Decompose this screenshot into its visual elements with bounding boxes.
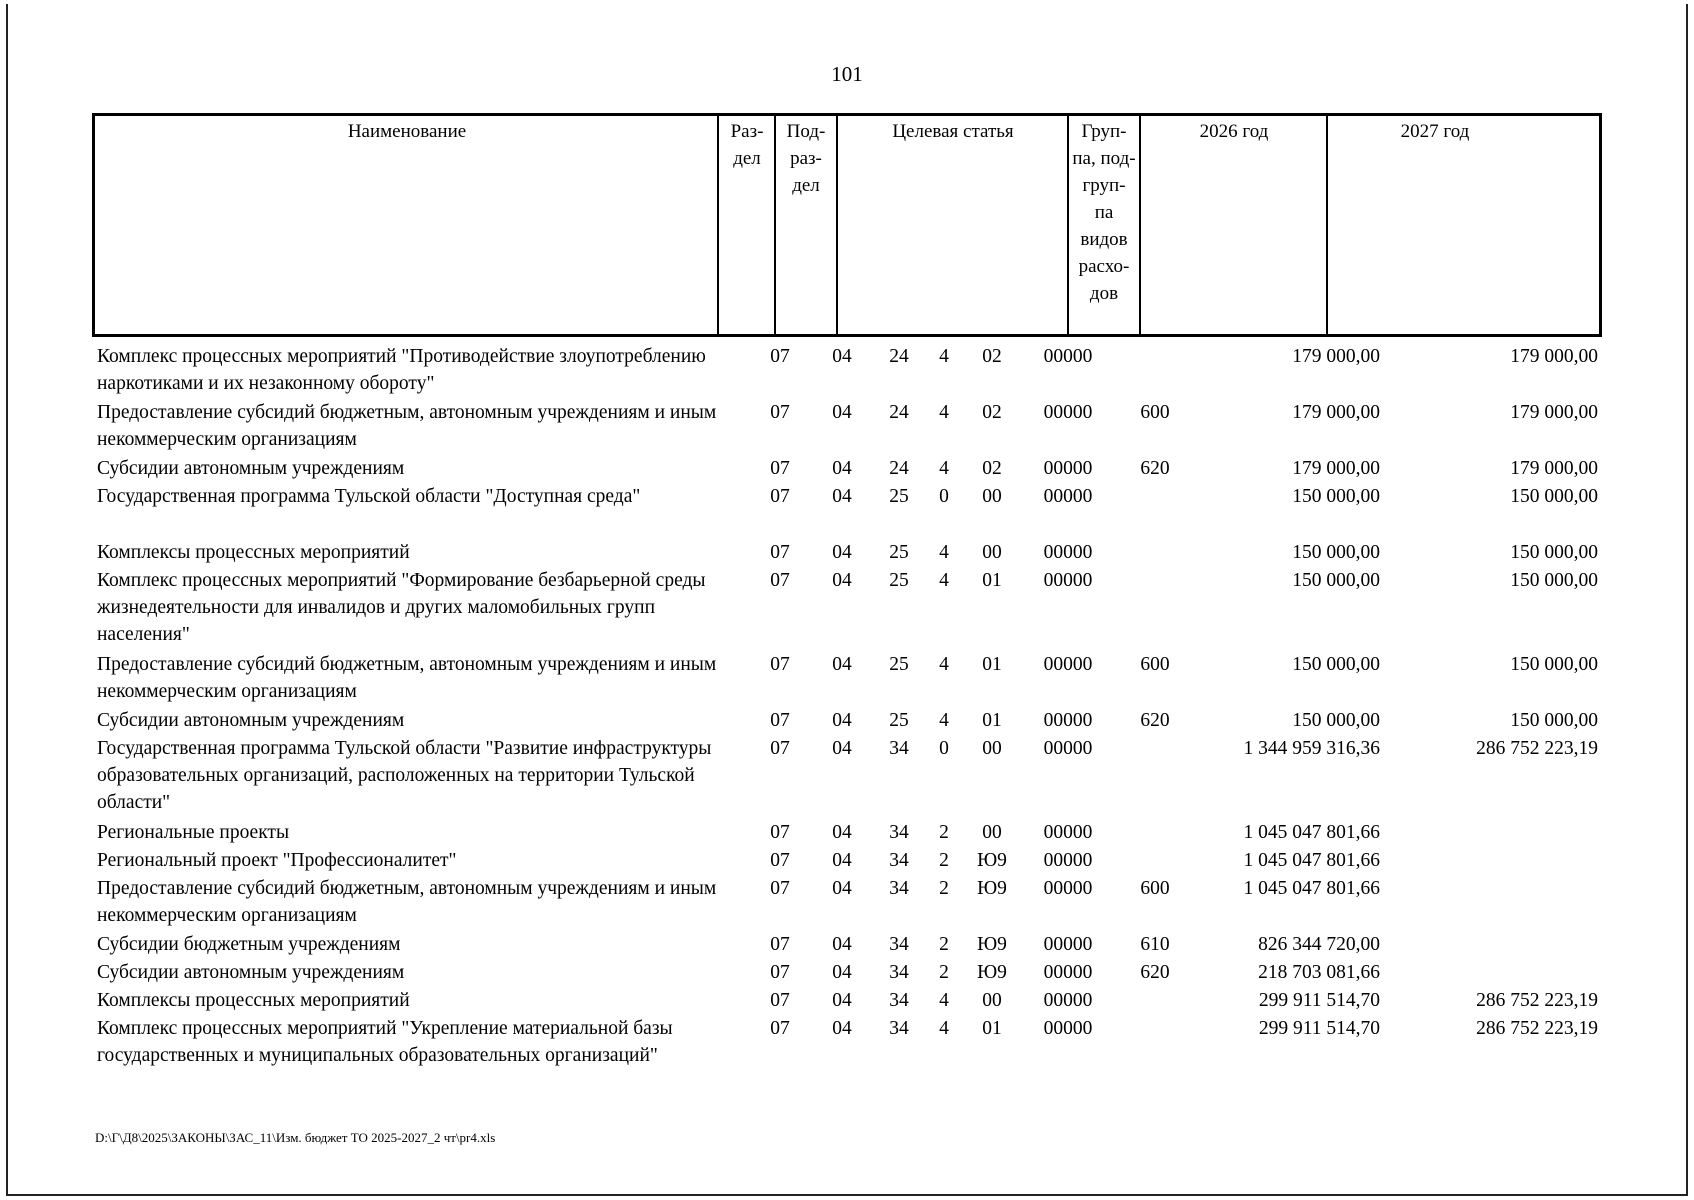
cell-t3: 00 bbox=[982, 738, 1002, 759]
cell-y2026: 179 000,00 bbox=[1292, 458, 1380, 479]
table-header bbox=[92, 113, 1602, 337]
cell-t1: 25 bbox=[889, 486, 909, 507]
cell-t3: 01 bbox=[982, 570, 1002, 591]
cell-y2026: 299 911 514,70 bbox=[1258, 1018, 1380, 1039]
cell-name: Государственная программа Тульской области "Развитие инфраструктуры образовательных организаций, расположенных на территории Тульской области" bbox=[97, 738, 712, 813]
cell-t2: 4 bbox=[939, 346, 949, 367]
cell-g: 600 bbox=[1140, 402, 1170, 423]
cell-t4: 00000 bbox=[1043, 962, 1093, 983]
cell-r: 07 bbox=[770, 402, 790, 423]
cell-t1: 34 bbox=[889, 738, 909, 759]
cell-r: 07 bbox=[770, 458, 790, 479]
cell-t4: 00000 bbox=[1043, 738, 1093, 759]
cell-r: 07 bbox=[770, 878, 790, 899]
cell-g: 600 bbox=[1140, 878, 1170, 899]
cell-p: 04 bbox=[832, 654, 852, 675]
cell-t4: 00000 bbox=[1043, 542, 1093, 563]
cell-y2027: 179 000,00 bbox=[1510, 346, 1598, 367]
cell-name: Комплекс процессных мероприятий "Формирование безбарьерной среды жизнедеятельности для инвалидов и других маломобильных групп населения" bbox=[97, 570, 706, 645]
cell-t3: 02 bbox=[982, 402, 1002, 423]
cell-y2026: 179 000,00 bbox=[1292, 402, 1380, 423]
cell-name: Субсидии бюджетным учреждениям bbox=[97, 934, 401, 955]
cell-y2026: 150 000,00 bbox=[1292, 542, 1380, 563]
cell-t1: 25 bbox=[889, 710, 909, 731]
cell-y2027: 286 752 223,19 bbox=[1476, 990, 1598, 1011]
cell-p: 04 bbox=[832, 402, 852, 423]
cell-y2026: 179 000,00 bbox=[1292, 346, 1380, 367]
cell-y2026: 150 000,00 bbox=[1292, 654, 1380, 675]
cell-r: 07 bbox=[770, 822, 790, 843]
cell-t2: 4 bbox=[939, 710, 949, 731]
cell-t2: 4 bbox=[939, 542, 949, 563]
cell-t1: 24 bbox=[889, 346, 909, 367]
cell-y2027: 286 752 223,19 bbox=[1476, 738, 1598, 759]
cell-t3: 01 bbox=[982, 710, 1002, 731]
cell-r: 07 bbox=[770, 934, 790, 955]
header-2026: 2026 год bbox=[1199, 121, 1269, 142]
cell-t1: 25 bbox=[889, 570, 909, 591]
cell-g: 620 bbox=[1140, 710, 1170, 731]
header-name: Наименование bbox=[347, 121, 467, 142]
cell-p: 04 bbox=[832, 850, 852, 871]
cell-t2: 4 bbox=[939, 402, 949, 423]
cell-t3: 00 bbox=[982, 486, 1002, 507]
cell-t2: 4 bbox=[939, 1018, 949, 1039]
cell-y2026: 1 045 047 801,66 bbox=[1243, 822, 1380, 843]
cell-r: 07 bbox=[770, 542, 790, 563]
cell-p: 04 bbox=[832, 710, 852, 731]
cell-p: 04 bbox=[832, 878, 852, 899]
cell-r: 07 bbox=[770, 1018, 790, 1039]
cell-name: Предоставление субсидий бюджетным, автономным учреждениям и иным некоммерческим организациям bbox=[97, 402, 717, 450]
cell-r: 07 bbox=[770, 738, 790, 759]
cell-r: 07 bbox=[770, 962, 790, 983]
cell-name: Региональный проект "Профессионалитет" bbox=[97, 850, 457, 871]
cell-t1: 34 bbox=[889, 1018, 909, 1039]
header-group: Груп- па, под- груп- па видов расхо- дов bbox=[1072, 121, 1136, 304]
header-target: Целевая статья bbox=[892, 121, 1014, 142]
cell-t3: 00 bbox=[982, 990, 1002, 1011]
cell-t3: 01 bbox=[982, 1018, 1002, 1039]
cell-p: 04 bbox=[832, 346, 852, 367]
cell-name: Субсидии автономным учреждениям bbox=[97, 710, 405, 731]
cell-t4: 00000 bbox=[1043, 934, 1093, 955]
cell-t4: 00000 bbox=[1043, 850, 1093, 871]
cell-r: 07 bbox=[770, 570, 790, 591]
cell-t1: 34 bbox=[889, 990, 909, 1011]
cell-y2027: 150 000,00 bbox=[1510, 710, 1598, 731]
cell-t4: 00000 bbox=[1043, 822, 1093, 843]
cell-t4: 00000 bbox=[1043, 570, 1093, 591]
cell-t2: 0 bbox=[939, 486, 949, 507]
header-razdel: Раз- дел bbox=[730, 121, 764, 169]
cell-y2027: 179 000,00 bbox=[1510, 458, 1598, 479]
cell-t4: 00000 bbox=[1043, 990, 1093, 1011]
cell-name: Комплексы процессных мероприятий bbox=[97, 542, 410, 563]
cell-t1: 34 bbox=[889, 878, 909, 899]
cell-r: 07 bbox=[770, 990, 790, 1011]
cell-y2027: 150 000,00 bbox=[1510, 570, 1598, 591]
cell-t3: Ю9 bbox=[977, 934, 1007, 955]
cell-t3: Ю9 bbox=[977, 850, 1007, 871]
cell-g: 620 bbox=[1140, 962, 1170, 983]
cell-t1: 25 bbox=[889, 654, 909, 675]
header-2027: 2027 год bbox=[1400, 121, 1470, 142]
cell-r: 07 bbox=[770, 486, 790, 507]
cell-g: 620 bbox=[1140, 458, 1170, 479]
cell-y2026: 1 045 047 801,66 bbox=[1243, 878, 1380, 899]
cell-t4: 00000 bbox=[1043, 458, 1093, 479]
cell-t3: 00 bbox=[982, 542, 1002, 563]
cell-y2026: 218 703 081,66 bbox=[1258, 962, 1380, 983]
header-podrazdel: Под- раз- дел bbox=[786, 121, 826, 196]
cell-r: 07 bbox=[770, 710, 790, 731]
cell-p: 04 bbox=[832, 990, 852, 1011]
cell-t2: 4 bbox=[939, 990, 949, 1011]
cell-t1: 34 bbox=[889, 962, 909, 983]
cell-g: 610 bbox=[1140, 934, 1170, 955]
cell-y2026: 150 000,00 bbox=[1292, 710, 1380, 731]
cell-t1: 34 bbox=[889, 934, 909, 955]
cell-y2026: 150 000,00 bbox=[1292, 486, 1380, 507]
cell-t3: 01 bbox=[982, 654, 1002, 675]
cell-y2026: 1 045 047 801,66 bbox=[1243, 850, 1380, 871]
cell-r: 07 bbox=[770, 654, 790, 675]
cell-name: Предоставление субсидий бюджетным, автономным учреждениям и иным некоммерческим организациям bbox=[97, 654, 717, 702]
cell-name: Субсидии автономным учреждениям bbox=[97, 962, 405, 983]
cell-t4: 00000 bbox=[1043, 1018, 1093, 1039]
cell-y2026: 299 911 514,70 bbox=[1258, 990, 1380, 1011]
cell-t3: Ю9 bbox=[977, 962, 1007, 983]
cell-r: 07 bbox=[770, 850, 790, 871]
cell-y2026: 150 000,00 bbox=[1292, 570, 1380, 591]
cell-p: 04 bbox=[832, 822, 852, 843]
cell-p: 04 bbox=[832, 962, 852, 983]
cell-t4: 00000 bbox=[1043, 346, 1093, 367]
cell-t2: 4 bbox=[939, 570, 949, 591]
cell-name: Комплекс процессных мероприятий "Противодействие злоупотреблению наркотиками и их незаконному обороту" bbox=[97, 346, 706, 394]
cell-y2027: 179 000,00 bbox=[1510, 402, 1598, 423]
cell-y2026: 1 344 959 316,36 bbox=[1243, 738, 1380, 759]
cell-p: 04 bbox=[832, 1018, 852, 1039]
cell-t2: 2 bbox=[939, 850, 949, 871]
cell-r: 07 bbox=[770, 346, 790, 367]
cell-y2027: 286 752 223,19 bbox=[1476, 1018, 1598, 1039]
cell-t2: 2 bbox=[939, 962, 949, 983]
cell-t1: 24 bbox=[889, 402, 909, 423]
cell-p: 04 bbox=[832, 486, 852, 507]
cell-t3: 02 bbox=[982, 458, 1002, 479]
cell-y2026: 826 344 720,00 bbox=[1258, 934, 1380, 955]
cell-name: Предоставление субсидий бюджетным, автономным учреждениям и иным некоммерческим организациям bbox=[97, 878, 717, 926]
cell-name: Комплекс процессных мероприятий "Укрепление материальной базы государственных и муниципальных образовательных организаций" bbox=[97, 1018, 673, 1066]
cell-name: Региональные проекты bbox=[97, 822, 290, 843]
cell-name: Государственная программа Тульской области "Доступная среда" bbox=[97, 486, 641, 507]
page-number: 101 bbox=[831, 62, 863, 86]
cell-t2: 0 bbox=[939, 738, 949, 759]
cell-p: 04 bbox=[832, 570, 852, 591]
cell-t3: 02 bbox=[982, 346, 1002, 367]
cell-t1: 24 bbox=[889, 458, 909, 479]
cell-p: 04 bbox=[832, 458, 852, 479]
cell-t4: 00000 bbox=[1043, 710, 1093, 731]
cell-t4: 00000 bbox=[1043, 654, 1093, 675]
cell-t2: 2 bbox=[939, 934, 949, 955]
cell-t2: 2 bbox=[939, 822, 949, 843]
cell-t3: Ю9 bbox=[977, 878, 1007, 899]
cell-y2027: 150 000,00 bbox=[1510, 542, 1598, 563]
cell-t1: 25 bbox=[889, 542, 909, 563]
cell-y2027: 150 000,00 bbox=[1510, 486, 1598, 507]
cell-t2: 4 bbox=[939, 654, 949, 675]
cell-p: 04 bbox=[832, 738, 852, 759]
cell-g: 600 bbox=[1140, 654, 1170, 675]
cell-t4: 00000 bbox=[1043, 402, 1093, 423]
cell-p: 04 bbox=[832, 542, 852, 563]
cell-t1: 34 bbox=[889, 822, 909, 843]
file-path: D:\Г\Д8\2025\ЗАКОНЫ\ЗАС_11\Изм. бюджет ТО 2025-2027_2 чт\pr4.xls bbox=[95, 1130, 496, 1145]
cell-name: Субсидии автономным учреждениям bbox=[97, 458, 405, 479]
cell-name: Комплексы процессных мероприятий bbox=[97, 990, 410, 1011]
cell-t4: 00000 bbox=[1043, 878, 1093, 899]
cell-p: 04 bbox=[832, 934, 852, 955]
cell-t2: 2 bbox=[939, 878, 949, 899]
cell-t3: 00 bbox=[982, 822, 1002, 843]
cell-t4: 00000 bbox=[1043, 486, 1093, 507]
cell-t2: 4 bbox=[939, 458, 949, 479]
cell-y2027: 150 000,00 bbox=[1510, 654, 1598, 675]
cell-t1: 34 bbox=[889, 850, 909, 871]
